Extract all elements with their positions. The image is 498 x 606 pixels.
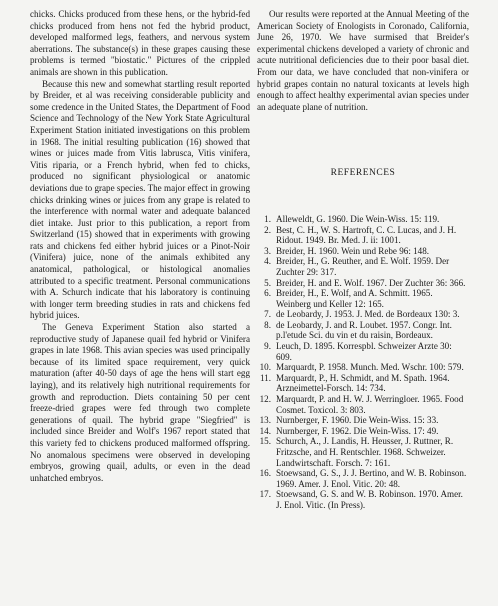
body-paragraph-1: chicks. Chicks produced from these hens, or the hybrid-fed chicks produced from hens not fed the hybrid product, developed malformed legs, feathers, and nervous system aberrations. The substance(s) in these grapes causing these problems is termed "biostatic." Pictures of the crippled animals are shown in this publication.	[30, 9, 250, 77]
body-paragraph-3: The Geneva Experiment Station also started a reproductive study of Japanese quail fed hybrid or Vinifera grapes in late 1968. This avian species was used principally because of its limited space requirement, very quick maturation (after 40-50 days of age the hens will start egg laying), and its relatively high nutritional requirements for growth and reproduction. Diets containing 50 per cent freeze-dried grapes were fed through two complete generations of quail. The hybrid grape "Siegfried" is included since Breider and Wolf's 1967 report stated that this variety fed to chickens produced malformed offspring. No anomalous specimens were observed in developing embryos, growing quail, adults, or even in the dead unhatched embryos.	[30, 322, 250, 483]
reference-item: 15. Schurch, A., J. Landis, H. Heusser, J. Ruttner, R. Fritzsche, and H. Rentschler. 1968. Schweizer. Landwirtschaft. Forsch. 7: 161.	[259, 436, 454, 468]
references-heading: REFERENCES	[330, 168, 396, 179]
reference-item: 9. Leuch, D. 1895. Korrespbl. Schweizer Arzte 30: 609.	[264, 341, 452, 362]
reference-item: 11. Marquardt, P., H. Schmidt, and M. Spath. 1964. Arzneimettel-Forsch. 14: 734.	[259, 372, 450, 394]
body-paragraph-2: Because this new and somewhat startling result reported by Breider, et al was receiving considerable publicity and some credence in the United States, the Department of Food Science and Technology of the New York State Agricultural Experiment Station initiated investigations on this problem in 1968. The initial resulting publication (16) showed that wines or juices made from Vitis labrusca, Vitis vinifera, Vitis riparia, or a French hybrid, when fed to chicks, produced no significant physiological or anatomic deviations due to grape species. The major effect in growing chicks drinking wines or juices from any grape is related to the interference with normal water and adequate balanced diet intake. Just prior to this publication, a report from Switzerland (15) showed that in experiments with growing rats and chickens fed either hybrid juices or a Pinot-Noir (Vinifera) juice, none of the animals exhibited any anatomical, pathological, or histological anomalies attributed to a specific treatment. Personal communications with A. Schurch indicate that his laboratory is continuing with longer term breeding studies in rats and chickens fed hybrid juices.	[30, 78, 250, 321]
reference-item: 12. Marquardt, P. and H. W. J. Werringloer. 1965. Food Cosmet. Toxicol. 3: 803.	[259, 394, 464, 415]
reference-item: 1. Alleweldt, G. 1960. Die Wein-Wiss. 15: 119.	[264, 213, 440, 224]
reference-item: 4. Breider, H., G. Reuther, and E. Wolf. 1959. Der Zuchter 29: 317.	[264, 256, 450, 277]
reference-item: 16. Stoewsand, G. S., J. J. Bertino, and W. B. Robinson. 1969. Amer. J. Enol. Vitic. 20: 48.	[259, 468, 467, 489]
reference-item: 13. Nurnberger, F. 1960. Die Wein-Wiss. 15: 33.	[259, 415, 439, 426]
reference-item: 5. Breider, H. and E. Wolf. 1967. Der Zuchter 36: 366.	[264, 277, 466, 288]
reference-item: 3. Breider, H. 1960. Wein und Rebe 96: 148.	[264, 245, 430, 256]
reference-item: 6. Breider, H., E. Wolf, and A. Schmitt. 1965. Weinberg und Keller 12: 165.	[264, 288, 433, 309]
reference-item: 7. de Leobardy, J. 1953. J. Med. de Bordeaux 130: 3.	[264, 309, 460, 320]
reference-list	[257, 214, 469, 511]
left-column	[30, 9, 250, 484]
reference-item: 10. Marquardt, P. 1958. Munch. Med. Wschr. 100: 579.	[259, 362, 464, 373]
conclusion-paragraph: Our results were reported at the Annual Meeting of the American Society of Enologists in Coronado, California, June 26, 1970. We have surmised that Breider's experimental chickens developed a variety of chronic and acute nutritional deficiencies due to their poor basal diet. From our data, we have concluded that non-vinifera or hybrid grapes contain no natural toxicants at levels high enough to affect healthy experimental avian species under an adequate plane of nutrition.	[257, 9, 469, 112]
reference-item: 8. de Leobardy, J. and R. Loubet. 1957. Congr. Int. p.l'etude Sci. du vin et du raisin, Bordeaux.	[264, 319, 452, 341]
right-column	[257, 9, 469, 511]
reference-item: 2. Best, C. H., W. S. Hartroft, C. C. Lucas, and J. H. Ridout. 1949. Br. Med. J. ii: 1001.	[264, 224, 457, 246]
reference-item: 17. Stoewsand, G. S. and W. B. Robinson. 1970. Amer. J. Enol. Vitic. (In Press).	[259, 489, 463, 510]
reference-item: 14. Nurnberger, F. 1962. Die Wein-Wiss. 17: 49.	[259, 425, 439, 436]
